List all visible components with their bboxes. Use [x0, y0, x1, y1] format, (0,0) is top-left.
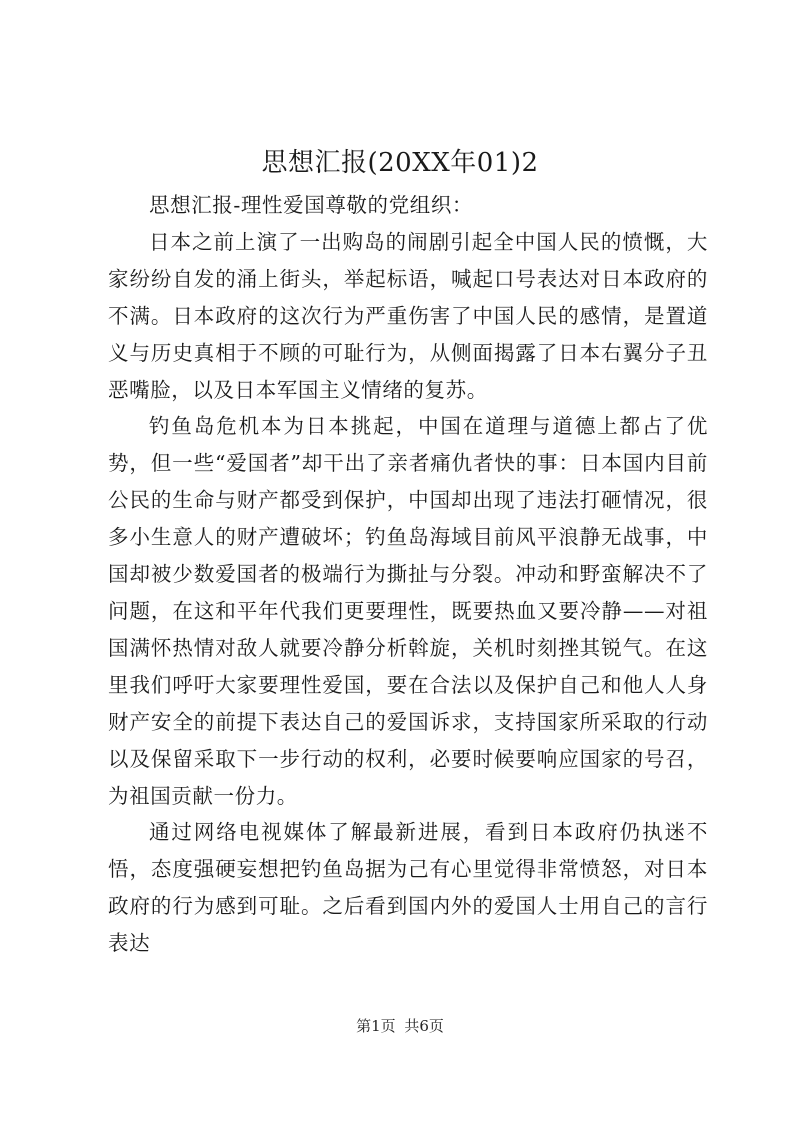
salutation: 思想汇报-理性爱国尊敬的党组织： — [149, 193, 474, 217]
page-total: 共6页 — [404, 1017, 444, 1035]
body-paragraph: 钓鱼岛危机本为日本挑起，中国在道理与道德上都占了优势，但一些“爱国者”却干出了亲者痛仇者快的事：日本国内目前公民的生命与财产都受到保护，中国却出现了违法打砸情况，很多小生意人的财产遭破坏；钓鱼岛海域目前风平浪静无战事，中国却被少数爱国者的极端行为撕扯与分裂。冲动和野蛮解决不了问题，在这和平年代我们更要理性，既要热血又要冷静——对祖国满怀热情对敌人就要冷静分析斡旋，关机时刻挫其锐气。在这里我们呼吁大家要理性爱国，要在合法以及保护自己和他人人身财产安全的前提下表达自己的爱国诉求，支持国家所采取的行动以及保留采取下一步行动的权利，必要时候要响应国家的号召，为祖国贡献一份力。 — [108, 414, 708, 808]
document-body — [108, 187, 708, 962]
body-paragraph: 通过网络电视媒体了解最新进展，看到日本政府仍执迷不悟，态度强硬妄想把钓鱼岛据为己有心里觉得非常愤怒，对日本政府的行为感到可耻。之后看到国内外的爱国人士用自己的言行表达 — [108, 820, 708, 956]
body-paragraph: 日本之前上演了一出购岛的闹剧引起全中国人民的愤慨，大家纷纷自发的涌上街头，举起标语，喊起口号表达对日本政府的不满。日本政府的这次行为严重伤害了中国人民的感情，是置道义与历史真相于不顾的可耻行为，从侧面揭露了日本右翼分子丑恶嘴脸，以及日本军国主义情绪的复苏。 — [108, 229, 708, 402]
page-footer — [0, 1016, 800, 1036]
document-title: 思想汇报(20XX年01)2 — [261, 148, 539, 178]
page-number: 第1页 — [356, 1017, 396, 1035]
